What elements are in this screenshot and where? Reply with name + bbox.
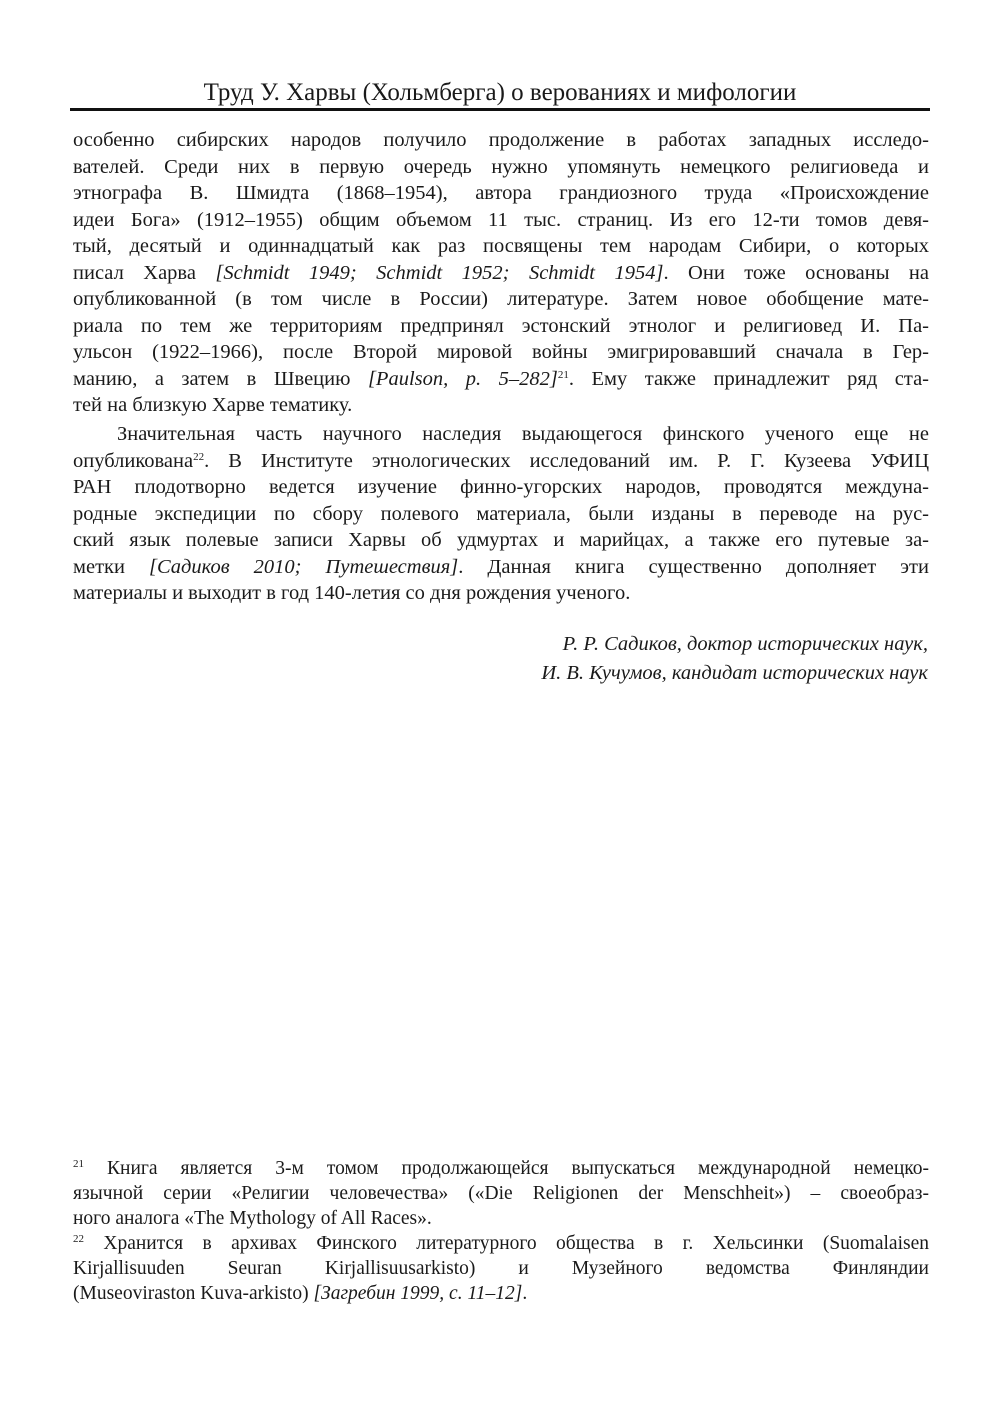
text-segment: этнографа В. Шмидта (1868–1954), автора грандиозного труда «Происхождение	[73, 182, 929, 204]
text-line	[73, 421, 929, 448]
text-segment: манию, а затем в Швецию	[73, 367, 368, 390]
text-segment: тей на близкую Харве тематику.	[73, 394, 353, 416]
text-line	[73, 154, 929, 181]
text-segment: вателей. Среди них в первую очередь нужно упомянуть немецкого религиоведа и	[73, 155, 929, 178]
text-segment: Хранится в архивах Финского литературного общества в г. Хельсинки (Suomalaisen	[84, 1233, 929, 1254]
text-line	[73, 233, 929, 260]
text-line	[73, 1156, 929, 1181]
text-line	[73, 286, 929, 313]
footnote-ref: 22	[193, 450, 205, 463]
text-line	[73, 366, 929, 393]
text-segment: РАН плодотворно ведется изучение финно-угорских народов, проводятся междуна-	[73, 476, 929, 498]
text-line	[73, 554, 929, 581]
text-segment: . В Институте этнологических исследований им. Р. Г. Кузеева УФИЦ	[204, 449, 929, 472]
text-line	[73, 207, 929, 234]
text-segment: идеи Бога» (1912–1955) общим объемом 11 тыс. страниц. Из его 12-ти томов девя-	[73, 208, 929, 231]
paragraph-2	[73, 421, 929, 607]
signature	[541, 630, 928, 688]
footnote-21	[73, 1156, 929, 1231]
text-segment: писал Харва	[73, 261, 216, 284]
citation: [Загребин 1999, с. 11–12]	[313, 1283, 523, 1304]
text-line	[73, 180, 929, 207]
text-segment: Kirjallisuuden Seuran Kirjallisuusarkisto) и Музейного ведомства Финляндии	[73, 1258, 929, 1279]
text-segment: (Museoviraston Kuva-arkisto)	[73, 1283, 314, 1304]
text-segment: . Они тоже основаны на	[663, 261, 929, 284]
text-segment: язычной серии «Религии человечества» («Die Religionen der Menschheit») – своеобраз-	[73, 1183, 929, 1204]
footnote-ref: 21	[557, 368, 569, 381]
text-line	[73, 127, 929, 154]
text-line	[73, 313, 929, 340]
text-segment: опубликованной (в том числе в России) литературе. Затем новое обобщение мате-	[73, 288, 929, 310]
author-2: И. В. Кучумов, кандидат исторических наук	[541, 662, 928, 684]
text-line	[73, 260, 929, 287]
citation: [Садиков 2010; Путешествия]	[149, 555, 459, 578]
text-segment: тый, десятый и одиннадцатый как раз посвящены тем народам Сибири, о которых	[73, 235, 929, 257]
text-segment: ного аналога «The Mythology of All Races».	[73, 1208, 432, 1229]
text-line	[73, 392, 929, 419]
text-segment: . Данная книга существенно дополняет эти	[458, 555, 929, 578]
text-segment: ский язык полевые записи Харвы об удмуртах и марийцах, а также его путевые за-	[73, 529, 929, 551]
text-segment: опубликована	[73, 449, 194, 472]
text-line	[73, 1256, 929, 1281]
text-segment: Значительная часть научного наследия выдающегося финского ученого еще не	[117, 423, 929, 445]
text-line	[73, 1281, 929, 1306]
text-line	[73, 474, 929, 501]
text-line	[73, 1231, 929, 1256]
footnote-ref: 22	[73, 1233, 84, 1245]
text-line	[73, 580, 929, 607]
text-segment: особенно сибирских народов получило продолжение в работах западных исследо-	[73, 129, 929, 151]
citation: [Paulson, p. 5–282]	[367, 367, 558, 390]
text-line	[73, 1206, 929, 1231]
text-segment: ульсон (1922–1966), после Второй мировой войны эмигрировавший сначала в Гер-	[73, 341, 929, 363]
text-segment: материалы и выходит в год 140-летия со дня рождения ученого.	[73, 582, 631, 604]
text-segment: .	[522, 1283, 528, 1304]
author-1: Р. Р. Садиков, доктор исторических наук,	[562, 633, 928, 655]
header-rule	[70, 108, 930, 111]
text-segment: Книга является 3-м томом продолжающейся выпускаться международной немецко-	[84, 1158, 929, 1179]
text-line	[73, 1181, 929, 1206]
text-line	[73, 501, 929, 528]
citation: [Schmidt 1949; Schmidt 1952; Schmidt 1954]	[215, 261, 664, 284]
footnote-22	[73, 1231, 929, 1306]
text-line	[73, 527, 929, 554]
text-segment: . Ему также принадлежит ряд ста-	[568, 367, 929, 390]
text-segment: родные экспедиции по сбору полевого материала, были изданы в переводе на рус-	[73, 502, 929, 525]
paragraph-1	[73, 127, 929, 419]
footnote-ref: 21	[73, 1158, 84, 1170]
text-line	[73, 339, 929, 366]
running-header: Труд У. Харвы (Хольмберга) о верованиях и мифологии	[203, 79, 797, 106]
text-segment: метки	[73, 555, 150, 578]
text-line	[73, 448, 929, 475]
text-segment: риала по тем же территориям предпринял эстонский этнолог и религиовед И. Па-	[73, 314, 929, 337]
